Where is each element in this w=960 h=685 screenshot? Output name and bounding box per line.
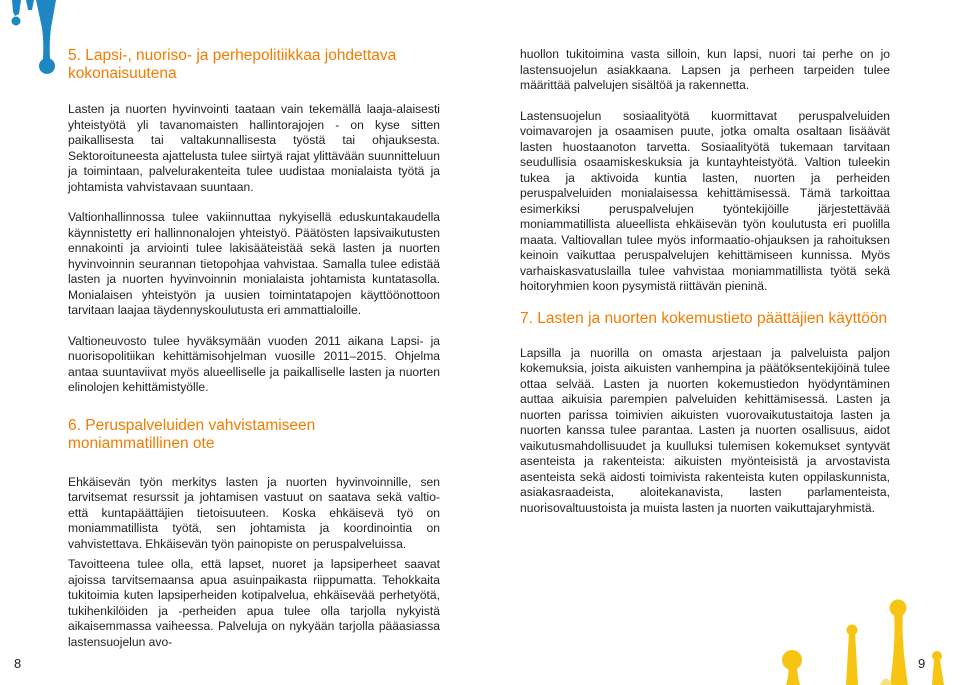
page-number-left: 8	[14, 656, 22, 671]
page-number-right: 9	[918, 656, 926, 671]
paragraph: Valtioneuvosto tulee hyväksymään vuoden 2011 aikana Lapsi- ja nuorisopolitiikan kehittämisohjelman vuosille 2011–2015. Ohjelma antaa suuntaviivat myös alueelliselle ja paikalliselle lasten ja nuorten elinolojen kehittämistyölle.	[68, 333, 440, 394]
section-5-heading: 5. Lapsi-, nuoriso- ja perhepolitiikkaa johdettava kokonaisuutena	[68, 47, 397, 82]
paragraph: Ehkäisevän työn merkitys lasten ja nuorten hyvinvoinnille, sen tarvitsemat resurssit ja johtamisen vastuut on saatava sekä valtio- että kuntapäättäjien tietoisuuteen. Koska ehkäisevä työ on moniammatillista työtä, sen johtamista ja koordinointia on vahvistettava. Ehkäisevän työn painopiste on peruspalveluissa.	[68, 474, 440, 551]
paragraph: huollon tukitoimina vasta silloin, kun lapsi, nuori tai perhe on jo lastensuojelun asiakkaana. Lapsen ja perheen tarpeiden tulee määrittää palvelujen sisältöä ja rakennetta.	[520, 47, 890, 92]
yellow-drips	[782, 600, 944, 685]
section-6-heading: 6. Peruspalveluiden vahvistamiseen moniammatillinen ote	[68, 416, 316, 452]
section-7-heading: 7. Lasten ja nuorten kokemustieto päättäjien käyttöön	[520, 309, 888, 327]
paragraph: Lasten ja nuorten hyvinvointi taataan vain tekemällä laaja-alaisesti yhteistyötä yli tavanomaisten hallintorajojen - on kyse sitten paikallisesta tai valtakunnallisesta työstä tai ohjauksesta. Sektoroituneesta ajattelusta tulee siirtyä rajat ylittävään suunnitteluun ja toimintaan, palvelurakenteita tulee uudistaa monialaista työtä ja johtamista vahvistavaan suuntaan.	[68, 102, 440, 194]
left-column	[68, 47, 440, 552]
blue-drips	[12, 0, 57, 74]
paragraph: Valtionhallinnossa tulee vakiinnuttaa nykyisellä eduskuntakaudella käynnistetty eri hallinnonalojen yhteistyö. Päätösten lapsivaikutusten ennakointi ja arviointi tulee lakisääteistää sekä lasten ja nuorten hyvinvoinnin seurannan tietopohjaa vahvistaa. Samalla tulee edistää lasten ja nuorten hyvinvoinnin monialaista johtamista kuntatasolla. Monialaisen yhteistyön ja uusien toimintatapojen käyttöönottoon tarvitaan laajaa täydennyskoulutusta eri ammattialoille.	[68, 210, 440, 317]
paragraph: Tavoitteena tulee olla, että lapset, nuoret ja lapsiperheet saavat ajoissa tarvitsemaansa apua asuinpaikasta riippumatta. Tehokkaita tukitoimia kuten lapsiperheiden kotipalvelua, ehkäisevää perhetyötä, tukihenkilöiden ja -perheiden apua tulee olla tarjolla nykyistä aikaisemmassa vaiheessa. Palveluja on nykyään tarjolla pääasiassa lastensuojelun avo-	[68, 557, 440, 649]
yellow-drips-light	[880, 679, 892, 685]
left-column-continued	[68, 557, 440, 650]
right-column	[520, 47, 890, 516]
paragraph: Lapsilla ja nuorilla on omasta arjestaan ja palveluista paljon kokemuksia, joista aikuisten vanhempina ja päätöksentekijöinä tulee ottaa selvää. Lasten ja nuorten kokemustiedon hyödyntäminen auttaa aikuisia parempien palveluiden kehittämisessä. Lasten ja nuorten parissa toimivien aikuisten vuorovaikutustaitoja lasten ja nuorten kanssa tulee parantaa. Lasten ja nuorten osallisuus, aidot vaikutusmahdollisuudet ja kuulluksi tulemisen kokemukset syntyvät asenteista ja rakenteista: aikuisten myönteisistä ja arvostavista asenteista sekä aidosti toimivista rakenteista kuten oppilaskunnista, asiakasraadeista, aloitekanavista, lasten parlamenteista, nuorisovaltuustoista ja muista lasten ja nuorten vaikuttajaryhmistä.	[520, 345, 890, 515]
paragraph: Lastensuojelun sosiaalityötä kuormittavat peruspalveluiden voimavarojen ja osaamisen puute, jotka omalta osaltaan lisäävät lasten huostaanoton tarvetta. Sosiaalityötä tukemaan tarvitaan seudullisia osaamiskeskuksia ja kuntayhteistyötä. Valtion tuleekin tukea ja aktivoida kuntia lasten, nuorten ja perheiden peruspalveluiden monialaisessa kehittämisessä. Tämä tarkoittaa esimerkiksi peruspalvelujen työntekijöille järjestettävää moniammatillista alueellista ehkäisevän työn koulutusta eri puolilla maata. Valtiovallan tulee myös informaatio-ohjauksen ja rahoituksen keinoin vaikuttaa peruspalvelujen kehittämiseen kunnissa. Myös varhaiskasvatuslailla tulee vahvistaa moniammatillista työtä sekä hoitoryhmien koon pysymistä riittävän pieninä.	[520, 108, 890, 293]
